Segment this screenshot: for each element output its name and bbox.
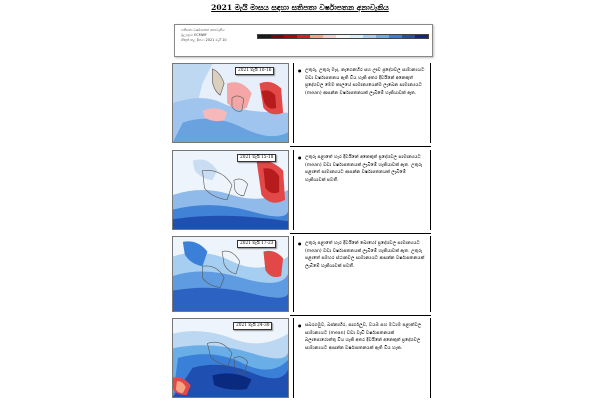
forecast-description-2: ● උතුරු පළාතේ හැර දිවයිනේ අනෙකුත් ප්‍රදේශවල සාමාන්‍යයට (mean) වඩා වර්ෂාපතනයක් ලැබීමේ හැකියාවක් ඇත. උතුරු පළාතේ සාමාන්‍යයට ආසන්න වර්ෂාපතනයක් ලැබීමේ හැකියාවක් පවතී. — [293, 150, 431, 230]
map-graphic-4 — [173, 319, 288, 397]
forecast-map-2 — [172, 150, 289, 230]
legend-box — [174, 24, 433, 57]
forecast-description-4: ● සබරගමුව, බස්නාහිර, සාර්ගලුව, වයඹ සහ මධ්‍යම පළාත්වල සාමාන්‍යයට (mean) වඩා වැඩි වර්ෂාපතනයක් බලාපොරොත්තු විය හැකි අතර දිවයිනේ අනෙකුත් ප්‍රදේශවල සාමාන්‍යයට ආසන්න වර්ෂාපතනයක් ඇති විය හැක. — [293, 318, 431, 398]
color-scale-swatch-8 — [350, 35, 363, 38]
legend-line-1: සතිපතා වර්ෂාපතන අනාවැකිය — [181, 28, 225, 32]
forecast-map-1 — [172, 63, 289, 143]
divider-2 — [290, 233, 431, 234]
map-date-3: 2021 මැයි 17-23 — [237, 240, 276, 248]
map-date-2: 2021 මැයි 15-18 — [237, 154, 276, 162]
color-scale-swatch-2 — [271, 35, 284, 38]
color-scale-swatch-7 — [336, 35, 349, 38]
forecast-description-1: ● උතුරු, උතුරු මැද, නැගෙනහිර සහ ඌව ප්‍රදේශවල සාමාන්‍යයට වඩා වර්ෂාපතනය ඇති විය හැකි අතර දිවයිනේ අනෙකුත් ප්‍රදේශවල මෙම කාලයේ සාමාන්‍යයෙන්ම ලැබෙන සාමාන්‍යයට (mean) ආසන්න වර්ෂාපතනයක් ලැබීමේ හැකියාවක් ඇත. — [293, 63, 431, 143]
map-date-4: 2021 මැයි 24-30 — [233, 322, 272, 330]
divider-3 — [290, 315, 431, 316]
map-date-1: 2021 මැයි 10-16 — [235, 67, 274, 75]
legend-text — [181, 28, 227, 44]
color-scale-swatch-9 — [363, 35, 376, 38]
color-scale-swatch-6 — [323, 35, 336, 38]
forecast-map-3 — [172, 236, 289, 312]
legend-line-3: නිකුත් කළ දිනය: 2021 මැයි 10 — [181, 38, 227, 43]
color-scale-swatch-4 — [297, 35, 310, 38]
forecast-description-3: ● උතුරු පළාතේ හැර දිවයිනේ බොහෝ ප්‍රදේශවල සාමාන්‍යයට (mean) වඩා වර්ෂාපතනයක් ලැබීමේ හැකියාවක් ඇත. උතුරු පළාතේ සමහර ස්ථානවල සාමාන්‍යයට ආසන්න වර්ෂාපතනයක් ලැබීමේ හැකියාවක් පවතී. — [293, 236, 431, 312]
color-scale-swatch-5 — [310, 35, 323, 38]
color-scale-swatch-13 — [415, 35, 428, 38]
divider-1 — [290, 146, 431, 147]
color-scale-swatch-11 — [389, 35, 402, 38]
forecast-map-4 — [172, 318, 289, 398]
map-graphic-1 — [173, 64, 288, 142]
color-scale-swatch-10 — [376, 35, 389, 38]
page-title: 2021 මැයි මාසය සඳහා සතිපතා වර්ෂාපතන අනාවැකිය — [211, 3, 389, 12]
color-scale-swatch-3 — [284, 35, 297, 38]
color-scale-swatch-1 — [258, 35, 271, 38]
color-scale — [257, 34, 429, 39]
color-scale-swatch-12 — [402, 35, 415, 38]
map-graphic-3 — [173, 237, 288, 311]
legend-line-2: මූලාශ්‍රය: ECMWF — [181, 33, 207, 38]
map-graphic-2 — [173, 151, 288, 229]
